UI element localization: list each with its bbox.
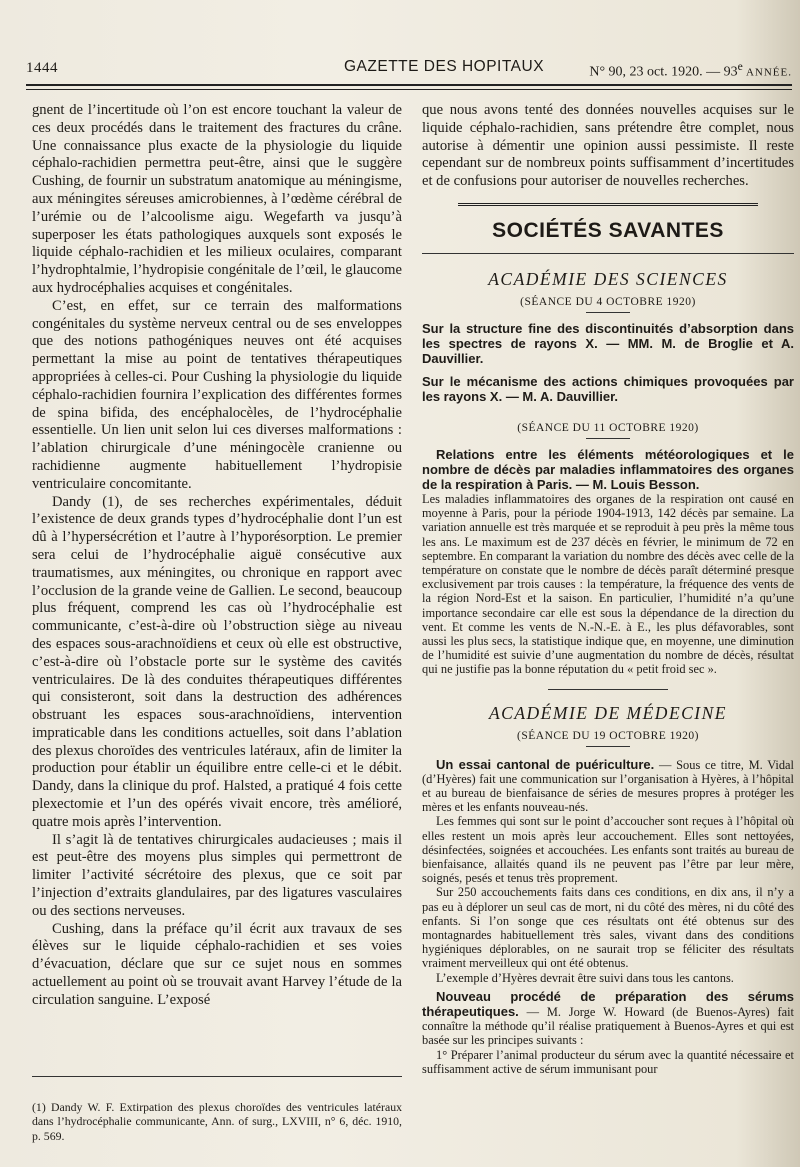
seance-3: (SÉANCE DU 19 OCTOBRE 1920)	[517, 729, 699, 742]
report-4-text: — Sous ce titre, M. Vidal (d’Hyères) fait une communication sur l’organisation à Hyères, à l’hôpital et au bureau de bienfaisance de séries de mesures propres à protéger les mères et les enfants nouveau-nés.	[422, 757, 794, 815]
report-4-paragraph-4: L’exemple d’Hyères devrait être suivi dans tous les cantons.	[436, 970, 734, 985]
academie-rule	[548, 689, 668, 691]
issue-date: N° 90, 23 oct. 1920. — 93	[589, 64, 738, 80]
right-intro-paragraph: que nous avons tenté des données nouvelles acquises sur le liquide céphalo-rachidien, sans prétendre être complet, nous autorise à démentir une opinion aussi pessimiste. Il reste cependant sur de nombreux points suffisamment d’incertitudes et de confusions pour autoriser de nouvelles recherches.	[422, 102, 794, 190]
journal-title: GAZETTE DES HOPITAUX	[344, 58, 545, 75]
report-5-text: — M. Jorge W. Howard (de Buenos-Ayres) fait connaître la méthode qu’il réalise pratiquement à Buenos-Ayres et qui est basée sur les principes suivants :	[422, 1005, 794, 1048]
report-4-paragraph-3: Sur 250 accouchements faits dans ces conditions, en dix ans, il n’y a pas eu à déplorer un seul cas de mort, ni du côté des mères, ni du côté des enfants. Si l’on songe que ces résultats ont été obtenus sur des montagnardes habituellement très sales, vivant dans des conditions hygiéniques déplorables, on ne saurait trop se féliciter des résultats vraiment merveilleux qui ont été obtenus.	[422, 885, 794, 971]
report-3-title: Relations entre les éléments météorologiques et le nombre de décès par maladies inflammatoires des organes de la respiration à Paris. — M. Louis Besson.	[422, 446, 794, 492]
section-rule-top	[458, 203, 758, 207]
left-paragraph-3: Dandy (1), de ses recherches expérimentales, déduit l’existence de deux grands types d’hydrocéphalie dont l’un est dû à l’hypersécrétion et l’autre à l’hyporésorption. Le premier sera celui de l’hydrocéphalie aiguë consécutive aux traumatismes, aux méningites, ou chronique en rapport avec l’occlusion de la grande veine de Gallien. Le second, beaucoup plus fréquent, comprend les cas où l’hydrocéphalie est communicante, c’est-à-dire où l’obstruction siège au niveau des espaces sous-arachnoïdiens et ceux où elle est obstructive, c’est-à-dire où l’obstacle porte sur le système des cavités ventriculaires. De là des conduites thérapeutiques différentes qui consisteront, soit dans la destruction des adhérences obstruant les espaces sous-arachnoïdiens, intervention impraticable dans les conditions actuelles, soit dans l’ablation des plexus choroïdes des ventricules latéraux, afin de limiter la production pour établir un équilibre entre celle-ci et le débit. Dandy, dans la clinique du prof. Halsted, a pratiqué 4 fois cette plexectomie et l’un des opérés vivait encore, très amélioré, quatre mois après l’intervention.	[32, 493, 402, 830]
seance-2: (SÉANCE DU 11 OCTOBRE 1920)	[517, 421, 699, 434]
report-2-title: Sur le mécanisme des actions chimiques provoquées par les rayons X. — M. A. Dauvillier.	[422, 373, 794, 404]
report-1-title: Sur la structure fine des discontinuités d’absorption dans les spectres de rayons X. — MM. M. de Broglie et A. Dauvillier.	[422, 320, 794, 366]
issue-year-label: ANNÉE.	[742, 66, 792, 79]
left-paragraph-5: Cushing, dans la préface qu’il écrit aux travaux de ses élèves sur le liquide céphalo-rachidien et ses voies d’évacuation, déclare que sur ce sujet nous en sommes actuellement au point où se trouvait avant Harvey l’étude de la circulation sanguine. L’exposé	[32, 920, 402, 1008]
academie-sciences-heading: ACADÉMIE DES SCIENCES	[488, 268, 728, 289]
section-rule-bottom	[422, 253, 794, 255]
issue-sup: e	[737, 60, 743, 73]
report-5-paragraph	[422, 989, 794, 1048]
report-4-title: Un essai cantonal de puériculture.	[436, 756, 655, 772]
issue-info	[589, 60, 792, 81]
header-rule-thin	[26, 89, 792, 90]
academie-medecine-heading: ACADÉMIE DE MÉDECINE	[488, 702, 727, 723]
seance-1: (SÉANCE DU 4 OCTOBRE 1920)	[520, 295, 696, 308]
footnote: (1) Dandy W. F. Extirpation des plexus choroïdes des ventricules latéraux dans l’hydrocéphalie communicante, Ann. of surg., LXVIII, n° 6, déc. 1910, p. 569.	[32, 1099, 402, 1143]
left-paragraph-4: Il s’agit là de tentatives chirurgicales audacieuses ; mais il est peut-être des moyens plus simples qui permettront de limiter l’activité sécrétoire des plexus, que ce soit par l’injection d’extraits glandulaires, par des ligatures vasculaires ou des sections nerveuses.	[32, 831, 402, 919]
page-number: 1444	[26, 60, 58, 76]
right-column	[422, 102, 794, 1076]
left-column	[32, 102, 402, 1010]
report-4-paragraph-2: Les femmes qui sont sur le point d’accoucher sont reçues à l’hôpital où elles restent un mois après leur accouchement. Elles sont nettoyées, désinfectées, soignées et accouchées. Les enfants sont traités au bureau de bienfaisance, allaités quand ils ne peuvent pas l’être par leur mère, soignés, pesés et tenus très proprement.	[422, 814, 794, 886]
report-5-title: Nouveau procédé de préparation des sérums thérapeutiques.	[422, 988, 794, 1020]
section-title: SOCIÉTÉS SAVANTES	[492, 218, 724, 242]
report-4-paragraph	[422, 757, 794, 815]
left-paragraph-2: C’est, en effet, sur ce terrain des malformations congénitales du système nerveux central ou de ses enveloppes que des notions pathogéniques neuves ont été acquises permettant la mise au point de tentatives thérapeutiques appropriées à celles-ci. Pour Cushing la physiologie du liquide céphalo-rachidien fournira l’explication des différentes formes de spina bifida, des encéphalocèles, de l’hydrocéphalie essentielle. Un lien unit selon lui ces diverses malformations : l’ablation chirurgicale d’une méningocèle cranienne ou rachidienne augmente habituellement l’hydropisie ventriculaire concomitante.	[32, 297, 402, 492]
page-header	[26, 52, 792, 82]
report-5-paragraph-2: 1° Préparer l’animal producteur du sérum avec la quantité nécessaire et suffisamment active de sérum immunisant pour	[422, 1047, 794, 1076]
report-3-text: Les maladies inflammatoires des organes de la respiration ont causé en moyenne à Paris, pour la période 1904-1913, 142 décès par semaine. La variation annuelle est très marquée et se reproduit à peu près la même tous les ans. Le maximum est de 237 décès en février, le minimum de 72 en septembre. En comparant la variation du nombre des décès avec celle de la température on constate que le nombre de décès paraît déterminé presque exclusivement par trois causes : la température, la fréquence des vents de la région Nord-Est et la saison. En particulier, l’humidité n’a qu’une importance secondaire car elle est sous la dépendance de la direction du vent. Et comme les vents de N.-N.-E. à E., les plus défavorables, sont aussi les plus secs, la statistique indique que, en moyenne, une diminution de l’humidité est suivie d’une augmentation du nombre de décès, résultat qui ne justifie pas la bonne réputation du « petit froid sec ».	[422, 491, 794, 677]
header-rule	[26, 84, 792, 86]
left-paragraph-1: gnent de l’incertitude où l’on est encore touchant la valeur de ces deux procédés dans le traitement des fractures du crâne. Une connaissance plus exacte de la physiologie du liquide céphalo-rachidien permettra peut-être, ainsi que le suggère Cushing, de fournir un substratum anatomique au méningisme, aux méningites séreuses amicrobiennes, à l’œdème cérébral de l’urémie ou de l’alcoolisme aigu. Wegefarth va jusqu’à superposer les états pathologiques auxquels sont exposés le liquide céphalo-rachidien et les milieux oculaires, comparant l’hydrophtalmie, l’hydropisie congénitale de l’œil, le glaucome aux hydrocéphalies acquises et congénitales.	[32, 102, 402, 296]
footnote-rule	[32, 1076, 402, 1077]
